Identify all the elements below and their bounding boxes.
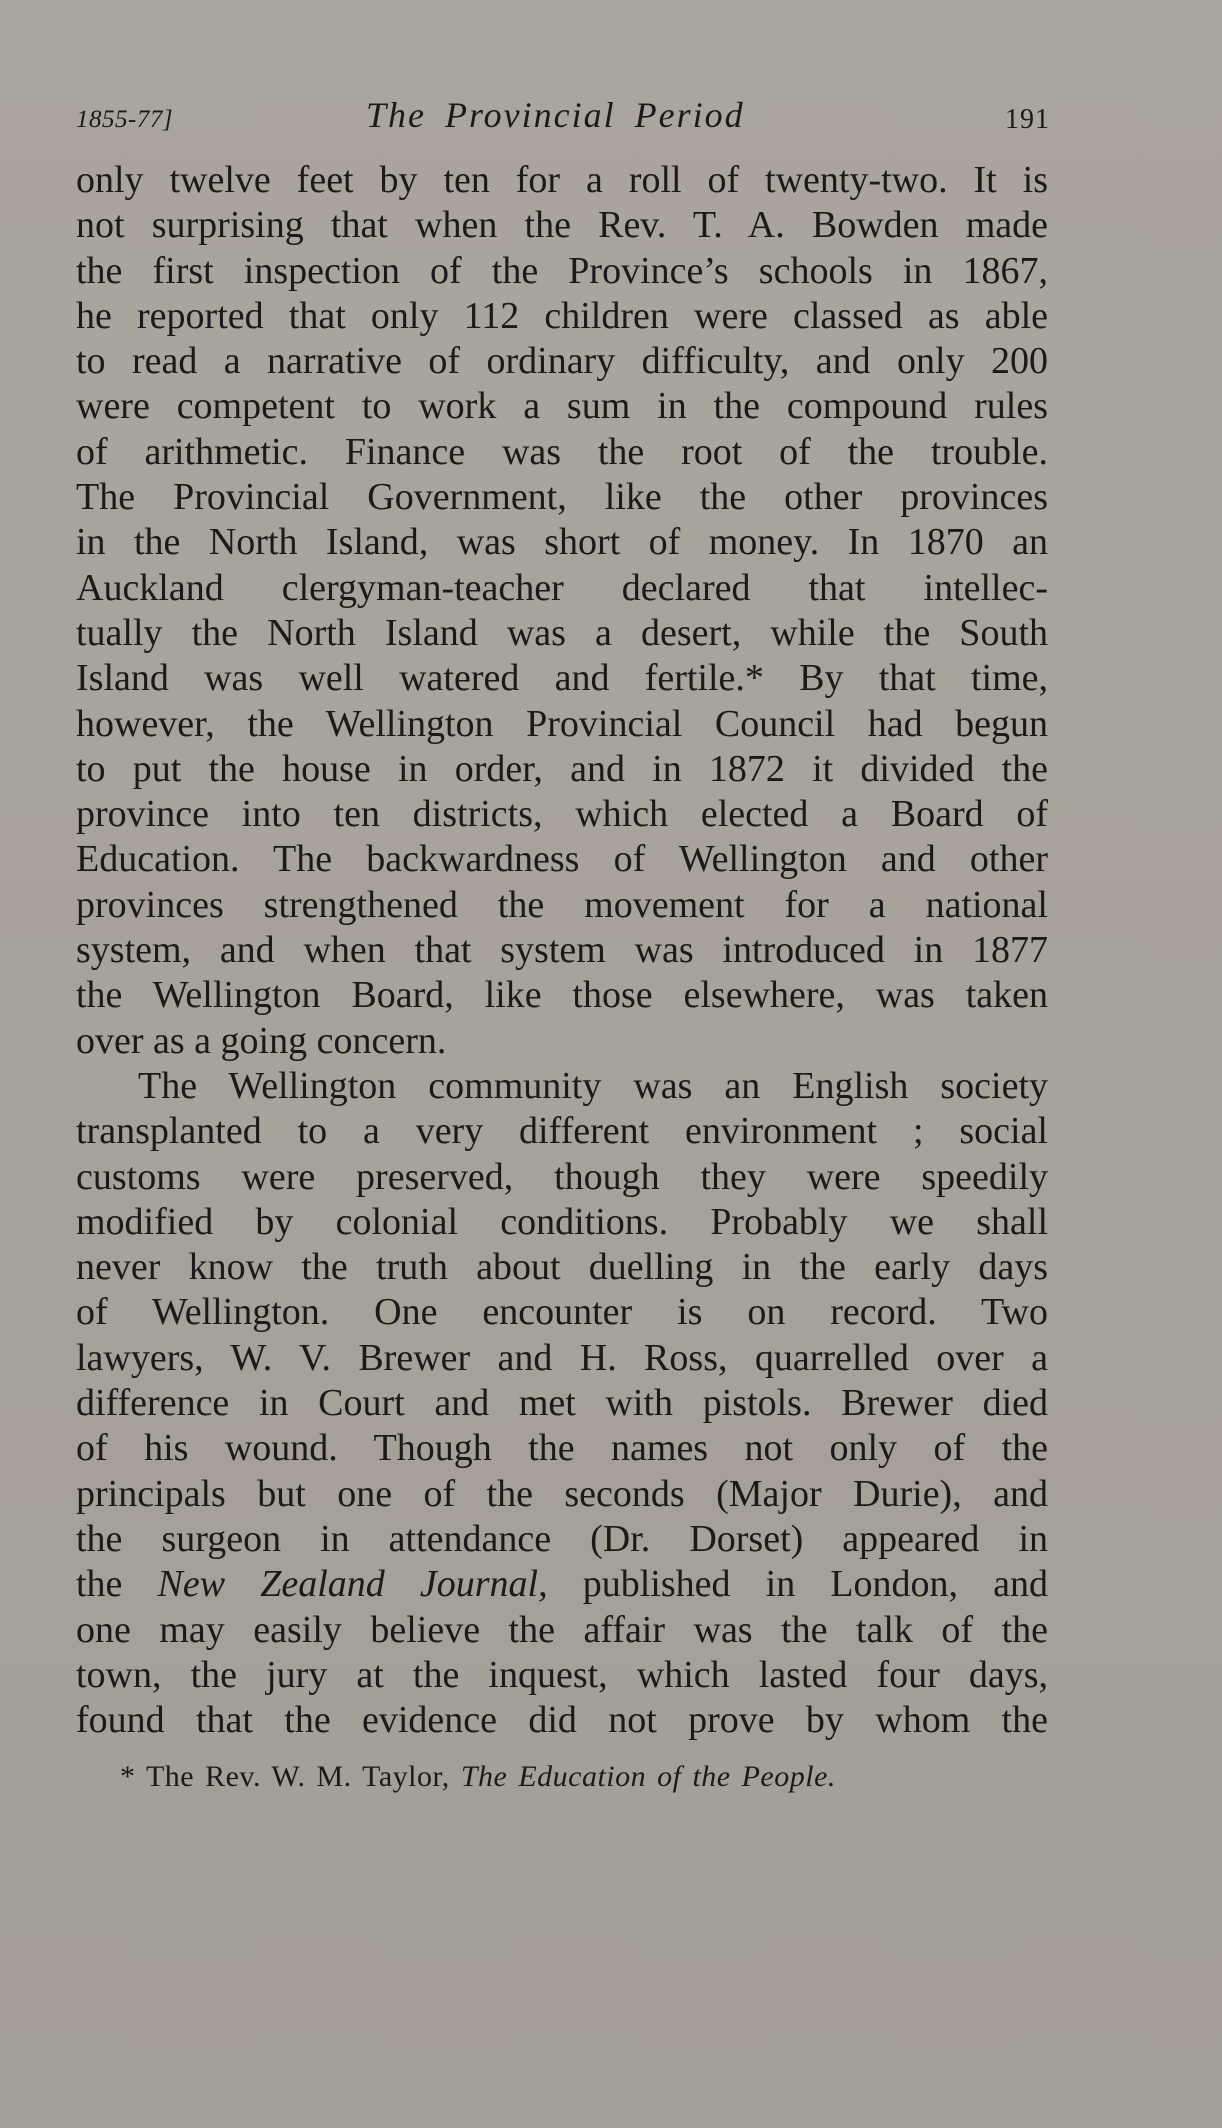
journal-line-after: published in London, and [547,1563,1049,1606]
text-line: province into ten districts, which elected a Board of [76,793,1048,836]
text-line-with-journal-title [76,1562,1048,1607]
text-line: in the North Island, was short of money. In 1870 an [76,521,1048,564]
text-line: system, and when that system was introduced in 1877 [76,929,1048,972]
text-line: of Wellington. One encounter is on record. Two [76,1291,1048,1334]
page-number: 191 [1005,104,1050,135]
text-line: The Wellington community was an English society [138,1064,1048,1107]
text-line: The Provincial Government, like the other provinces [76,476,1048,519]
text-line: modified by colonial conditions. Probably we shall [76,1200,1048,1243]
text-line: lawyers, W. V. Brewer and H. Ross, quarrelled over a [76,1336,1048,1379]
text-line: Island was well watered and fertile.* By that time, [76,657,1048,700]
text-line: transplanted to a very different environment ; social [76,1110,1048,1153]
text-line: to read a narrative of ordinary difficulty, and only 200 [76,340,1048,383]
footnote-text: * The Rev. W. M. Taylor, [120,1760,461,1793]
text-line: of arithmetic. Finance was the root of the trouble. [76,430,1048,473]
text-line: the surgeon in attendance (Dr. Dorset) appeared in [76,1517,1048,1560]
text-line: to put the house in order, and in 1872 it divided the [76,747,1048,790]
body-text [76,158,1048,1743]
text-line: the first inspection of the Province’s schools in 1867, [76,249,1048,292]
text-line: of his wound. Though the names not only of the [76,1427,1048,1470]
footnote-book-title: The Education of the People. [460,1760,836,1793]
text-line: never know the truth about duelling in the early days [76,1246,1048,1289]
text-line: town, the jury at the inquest, which lasted four days, [76,1653,1048,1696]
text-line: the Wellington Board, like those elsewhere, was taken [76,974,1048,1017]
text-line: principals but one of the seconds (Major Durie), and [76,1472,1048,1515]
text-line: customs were preserved, though they were speedily [76,1155,1048,1198]
text-line: however, the Wellington Provincial Council had begun [76,702,1048,745]
text-line: tually the North Island was a desert, while the South [76,611,1048,654]
journal-title: New Zealand Journal, [157,1563,548,1606]
running-head-chapter-title: The Provincial Period [366,95,745,135]
text-line: Auckland clergyman-teacher declared that intellec- [76,566,1048,609]
journal-line-before: the [76,1563,158,1606]
text-line: over as a going concern. [76,1019,447,1062]
text-line: he reported that only 112 children were classed as able [76,294,1048,337]
text-line: only twelve feet by ten for a roll of twenty-two. It is [76,159,1048,201]
running-head [76,94,1050,142]
text-line: found that the evidence did not prove by whom the [76,1699,1048,1742]
text-line: one may easily believe the affair was the talk of the [76,1608,1048,1651]
footnote [120,1760,836,1794]
text-line: not surprising that when the Rev. T. A. Bowden made [76,204,1048,247]
text-line: provinces strengthened the movement for a national [76,883,1048,926]
text-line: difference in Court and met with pistols. Brewer died [76,1382,1048,1425]
text-line: Education. The backwardness of Wellington and other [76,838,1048,881]
running-head-date-range: 1855-77] [76,106,174,133]
text-line: were competent to work a sum in the compound rules [76,385,1048,428]
